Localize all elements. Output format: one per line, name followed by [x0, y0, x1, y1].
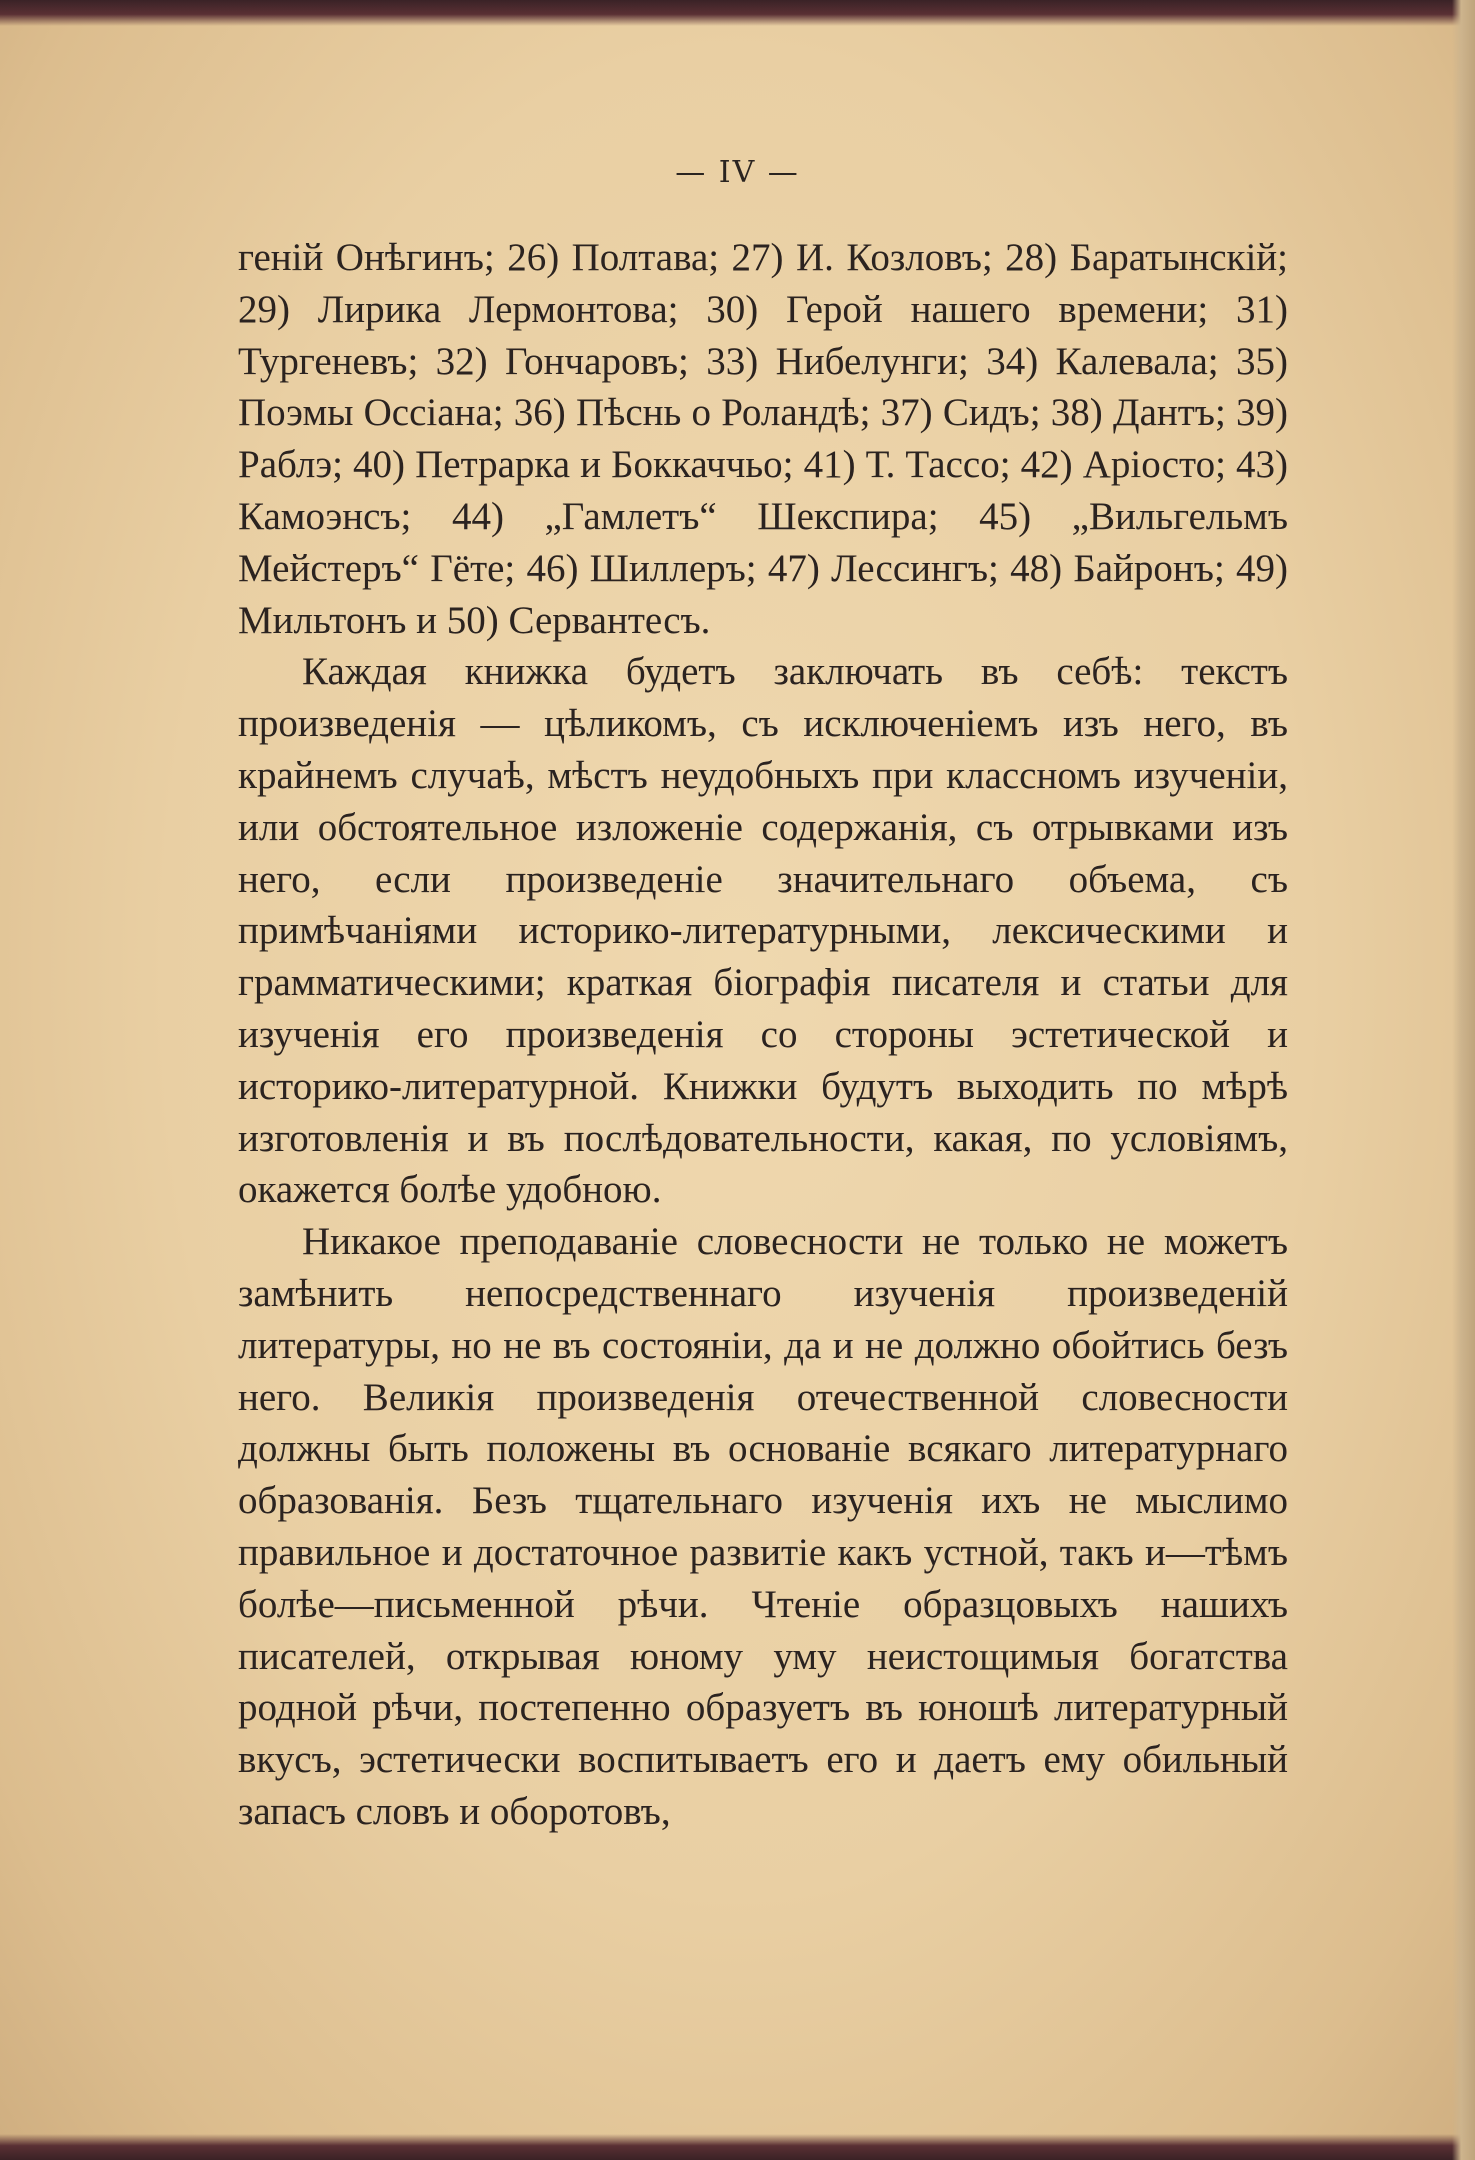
page-edge-right — [1452, 0, 1475, 2160]
page-number: — IV — — [675, 155, 800, 190]
body-text — [238, 232, 1288, 1838]
binding-edge-top — [0, 0, 1475, 26]
paragraph-book-contents: Каждая книжка будетъ заключать въ себѣ: текстъ произведенія — цѣликомъ, съ исключеніемъ изъ него, въ крайнемъ случаѣ, мѣстъ неудобныхъ при классномъ изученіи, или обстоятельное изложеніе содержанія, съ отрывками изъ него, если произведеніе значительнаго объема, съ примѣчаніями историко-литературными, лексическими и грамматическими; краткая біографія писателя и статьи для изученія его произведенія со стороны эстетической и историко-литературной. Книжки будутъ выходить по мѣрѣ изготовленія и въ послѣдовательности, какая, по условіямъ, окажется болѣе удобною. — [238, 650, 1288, 1212]
paragraph-teaching-literature: Никакое преподаваніе словесности не только не можетъ замѣнить непосредственнаго изученія произведеній литературы, но не въ состояніи, да и не должно обойтись безъ него. Великія произведенія отечественной словесности должны быть положены въ основаніе всякаго литературнаго образованія. Безъ тщательнаго изученія ихъ не мыслимо правильное и достаточное развитіе какъ устной, такъ и—тѣмъ болѣе—письменной рѣчи. Чтеніе образцовыхъ нашихъ писателей, открывая юному уму неистощимыя богатства родной рѣчи, постепенно образуетъ въ юношѣ литературный вкусъ, эстетически воспитываетъ его и даетъ ему обильный запасъ словъ и оборотовъ, — [238, 1220, 1288, 1833]
binding-edge-bottom — [0, 2134, 1475, 2160]
paragraph-list-continuation: геній Онѣгинъ; 26) Полтава; 27) И. Козловъ; 28) Баратынскій; 29) Лирика Лермонтова; 30) Герой нашего времени; 31) Тургеневъ; 32) Гончаровъ; 33) Нибелунги; 34) Калевала; 35) Поэмы Оссіана; 36) Пѣснь о Роландѣ; 37) Сидъ; 38) Дантъ; 39) Раблэ; 40) Петрарка и Боккаччьо; 41) Т. Тассо; 42) Аріосто; 43) Камоэнсъ; 44) „Гамлетъ“ Шекспира; 45) „Вильгельмъ Мейстеръ“ Гёте; 46) Шиллеръ; 47) Лессингъ; 48) Байронъ; 49) Мильтонъ и 50) Сервантесъ. — [238, 236, 1288, 642]
